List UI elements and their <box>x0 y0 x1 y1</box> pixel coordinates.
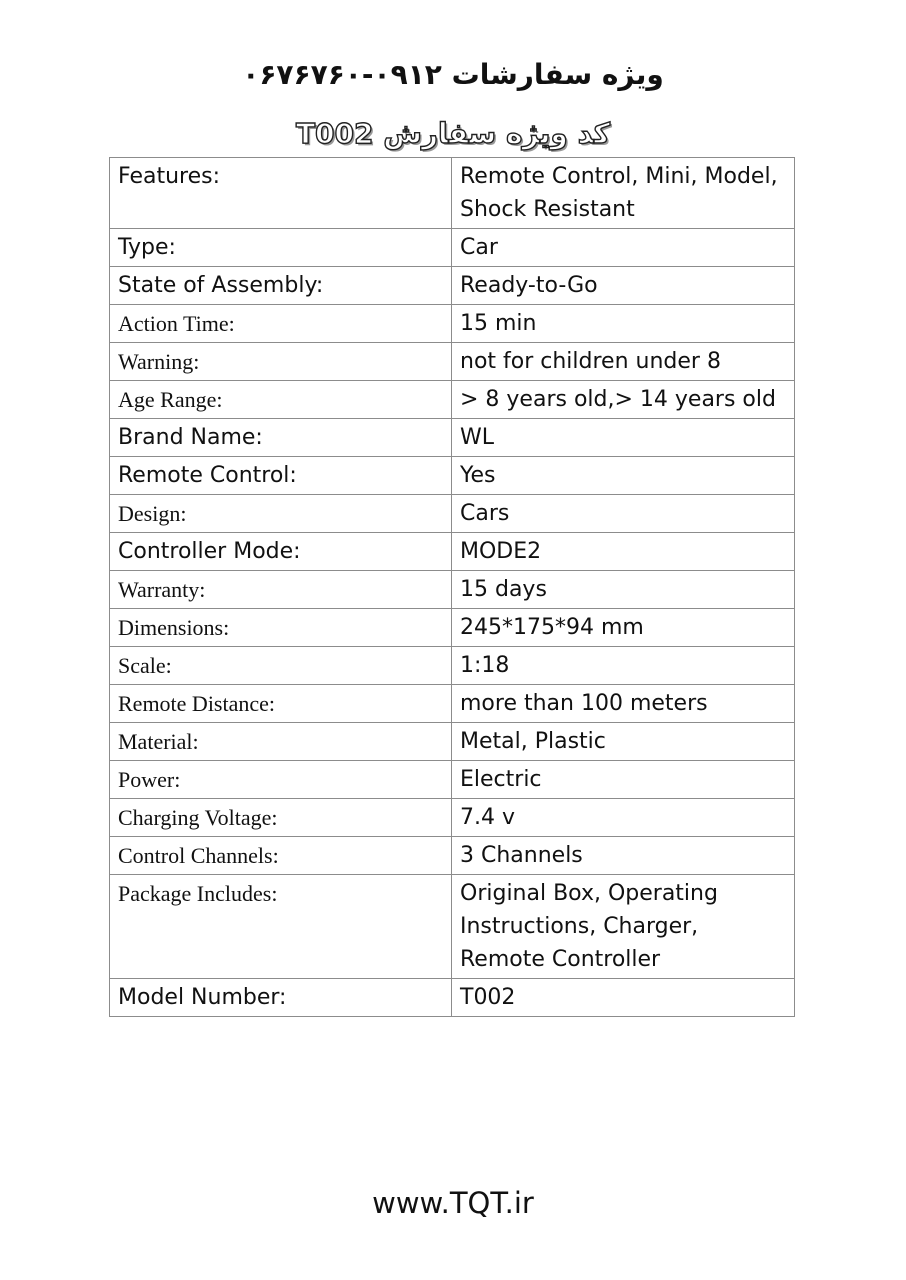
spec-label: Age Range: <box>110 381 452 419</box>
spec-row <box>110 837 795 875</box>
spec-row <box>110 685 795 723</box>
spec-label: Warranty: <box>110 571 452 609</box>
spec-label: Brand Name: <box>110 419 452 457</box>
spec-label: Package Includes: <box>110 875 452 979</box>
spec-label: Type: <box>110 229 452 267</box>
spec-label: Material: <box>110 723 452 761</box>
spec-label: Power: <box>110 761 452 799</box>
spec-row <box>110 267 795 305</box>
spec-label: Charging Voltage: <box>110 799 452 837</box>
spec-value: 15 days <box>452 571 795 609</box>
spec-value: 245*175*94 mm <box>452 609 795 647</box>
spec-label: Action Time: <box>110 305 452 343</box>
spec-row <box>110 647 795 685</box>
spec-table <box>109 157 795 1017</box>
spec-label: Controller Mode: <box>110 533 452 571</box>
spec-value: more than 100 meters <box>452 685 795 723</box>
spec-value: 15 min <box>452 305 795 343</box>
spec-row <box>110 875 795 979</box>
spec-value: Metal, Plastic <box>452 723 795 761</box>
spec-row <box>110 457 795 495</box>
spec-label: Warning: <box>110 343 452 381</box>
spec-row <box>110 495 795 533</box>
spec-value: not for children under 8 <box>452 343 795 381</box>
spec-value: Cars <box>452 495 795 533</box>
spec-row <box>110 979 795 1017</box>
spec-row <box>110 229 795 267</box>
spec-table-body <box>110 158 795 1017</box>
spec-value: Yes <box>452 457 795 495</box>
spec-row <box>110 761 795 799</box>
spec-value: WL <box>452 419 795 457</box>
order-code-heading: کد ویژه سفارش T002 <box>295 117 611 150</box>
spec-value: 7.4 v <box>452 799 795 837</box>
spec-value: Electric <box>452 761 795 799</box>
spec-value: Remote Control, Mini, Model, Shock Resistant <box>452 158 795 229</box>
spec-row <box>110 305 795 343</box>
spec-label: State of Assembly: <box>110 267 452 305</box>
spec-label: Design: <box>110 495 452 533</box>
spec-row <box>110 571 795 609</box>
spec-value: 3 Channels <box>452 837 795 875</box>
spec-value: T002 <box>452 979 795 1017</box>
spec-label: Scale: <box>110 647 452 685</box>
spec-row <box>110 723 795 761</box>
spec-row <box>110 419 795 457</box>
spec-row <box>110 533 795 571</box>
spec-row <box>110 381 795 419</box>
spec-row <box>110 343 795 381</box>
spec-row <box>110 158 795 229</box>
spec-value: Car <box>452 229 795 267</box>
spec-label: Control Channels: <box>110 837 452 875</box>
spec-label: Dimensions: <box>110 609 452 647</box>
spec-label: Remote Control: <box>110 457 452 495</box>
spec-row <box>110 609 795 647</box>
spec-label: Remote Distance: <box>110 685 452 723</box>
spec-row <box>110 799 795 837</box>
spec-label: Features: <box>110 158 452 229</box>
spec-label: Model Number: <box>110 979 452 1017</box>
spec-value: Original Box, Operating Instructions, Charger, Remote Controller <box>452 875 795 979</box>
order-phone-heading: ویژه سفارشات ۰۹۱۲-۰۶۷۶۷۶۰ <box>242 58 664 91</box>
spec-value: Ready-to-Go <box>452 267 795 305</box>
spec-value: 1:18 <box>452 647 795 685</box>
spec-value: MODE2 <box>452 533 795 571</box>
website-footer: www.TQT.ir <box>372 1186 534 1220</box>
spec-value: > 8 years old,> 14 years old <box>452 381 795 419</box>
